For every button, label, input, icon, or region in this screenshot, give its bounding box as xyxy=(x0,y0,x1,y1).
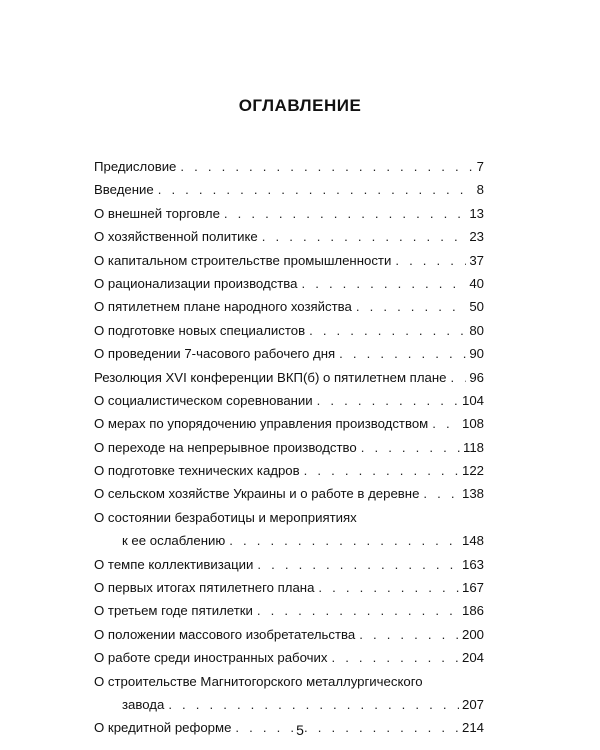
toc-entry-page: 138 xyxy=(461,486,484,502)
toc-entry xyxy=(94,319,484,342)
toc-entry-title: О проведении 7-часового рабочего дня xyxy=(94,346,336,362)
toc-entry-page: 108 xyxy=(461,416,484,432)
toc-entry xyxy=(94,155,484,178)
toc-entry-title: О третьем годе пятилетки xyxy=(94,603,253,619)
toc-entry-page: 7 xyxy=(476,159,484,174)
toc-entry xyxy=(94,553,484,576)
dot-leader xyxy=(356,295,466,318)
toc-entry-page: 13 xyxy=(469,205,484,221)
toc-entry-page: 214 xyxy=(461,720,484,736)
dot-leader xyxy=(180,155,473,178)
dot-leader xyxy=(229,529,459,552)
toc-entry-title: О хозяйственной политике xyxy=(94,229,258,245)
dot-leader xyxy=(304,459,459,482)
toc-entry-title-continued: к ее ослаблению xyxy=(122,533,226,549)
toc-entry xyxy=(94,295,484,318)
toc-entry-title: О внешней торговле xyxy=(94,205,220,221)
toc-entry xyxy=(94,646,484,669)
toc-entry xyxy=(94,482,484,505)
dot-leader xyxy=(395,249,466,272)
toc-entry xyxy=(94,436,484,459)
dot-leader xyxy=(224,202,466,225)
toc-entry xyxy=(94,249,484,272)
toc-entry xyxy=(94,272,484,295)
toc-entry-title: Резолюция XVI конференции ВКП(б) о пятилетнем плане xyxy=(94,369,447,385)
toc-entry-page: 90 xyxy=(469,346,484,362)
toc-entry xyxy=(94,366,484,389)
toc-entry xyxy=(94,459,484,482)
toc-entry-page: 186 xyxy=(461,603,484,619)
toc-entry-title: О кредитной реформе xyxy=(94,720,232,736)
dot-leader xyxy=(432,412,459,435)
dot-leader xyxy=(361,436,460,459)
toc-entry-title: О сельском хозяйстве Украины и о работе в деревне xyxy=(94,486,420,502)
toc-entry-first-line xyxy=(94,506,484,529)
dot-leader xyxy=(339,342,466,365)
toc-entry-title: О состоянии безработицы и мероприятиях xyxy=(94,509,357,525)
toc-entry-title: О социалистическом соревновании xyxy=(94,392,313,408)
toc-entry-page: 200 xyxy=(461,626,484,642)
toc-entry xyxy=(94,623,484,646)
toc-entry-first-line xyxy=(94,670,484,693)
toc-entry-page: 118 xyxy=(462,439,484,455)
toc-entry-title: О работе среди иностранных рабочих xyxy=(94,650,328,666)
toc-entry-title: О пятилетнем плане народного хозяйства xyxy=(94,299,352,315)
toc-entry-page: 167 xyxy=(461,580,484,596)
dot-leader xyxy=(331,646,459,669)
page-title: ОГЛАВЛЕНИЕ xyxy=(238,96,362,115)
toc-entry xyxy=(94,178,484,201)
toc-entry-title: О рационализации производства xyxy=(94,275,298,291)
dot-leader xyxy=(257,553,459,576)
toc-entry xyxy=(94,412,484,435)
toc-entry-title: О мерах по упорядочению управления производством xyxy=(94,416,429,432)
toc-entry-title-continued: завода xyxy=(122,696,165,712)
page-number: 5 xyxy=(296,722,304,738)
toc-entry-title: О строительстве Магнитогорского металлургического xyxy=(94,673,423,689)
toc-entry-page: 40 xyxy=(469,275,484,291)
toc-entry xyxy=(94,342,484,365)
toc-entry-title: Введение xyxy=(94,182,154,198)
dot-leader xyxy=(257,599,459,622)
toc-entry-title: О положении массового изобретательства xyxy=(94,626,356,642)
dot-leader xyxy=(423,482,459,505)
toc-entry-page: 204 xyxy=(461,650,484,666)
toc-entry-title: О темпе коллективизации xyxy=(94,556,254,572)
dot-leader xyxy=(318,576,459,599)
toc-entry-page: 148 xyxy=(461,533,484,549)
toc-entry-page: 23 xyxy=(469,229,484,245)
table-of-contents xyxy=(94,155,484,740)
dot-leader xyxy=(359,623,459,646)
toc-entry-page: 37 xyxy=(469,252,484,268)
toc-entry xyxy=(94,576,484,599)
toc-entry xyxy=(94,202,484,225)
toc-entry xyxy=(94,599,484,622)
toc-entry-page: 207 xyxy=(461,696,484,712)
dot-leader xyxy=(168,693,459,716)
dot-leader xyxy=(317,389,459,412)
toc-entry-page: 122 xyxy=(461,463,484,479)
toc-entry-page: 50 xyxy=(469,299,484,315)
toc-entry xyxy=(94,389,484,412)
toc-entry xyxy=(94,529,484,552)
dot-leader xyxy=(158,178,474,201)
toc-entry xyxy=(94,693,484,716)
toc-entry-title: О переходе на непрерывное производство xyxy=(94,439,357,455)
toc-entry-title: О капитальном строительстве промышленности xyxy=(94,252,392,268)
toc-entry-title: О подготовке технических кадров xyxy=(94,463,300,479)
dot-leader xyxy=(262,225,467,248)
toc-entry-title: Предисловие xyxy=(94,159,177,174)
toc-entry-title: О первых итогах пятилетнего плана xyxy=(94,580,315,596)
toc-entry-title: О подготовке новых специалистов xyxy=(94,322,306,338)
toc-entry-page: 96 xyxy=(469,369,484,385)
dot-leader xyxy=(302,272,467,295)
dot-leader xyxy=(450,366,466,389)
toc-entry-page: 80 xyxy=(469,322,484,338)
toc-entry xyxy=(94,225,484,248)
dot-leader xyxy=(309,319,466,342)
toc-entry-page: 104 xyxy=(461,392,484,408)
toc-entry-page: 163 xyxy=(461,556,484,572)
toc-entry-page: 8 xyxy=(476,182,484,198)
